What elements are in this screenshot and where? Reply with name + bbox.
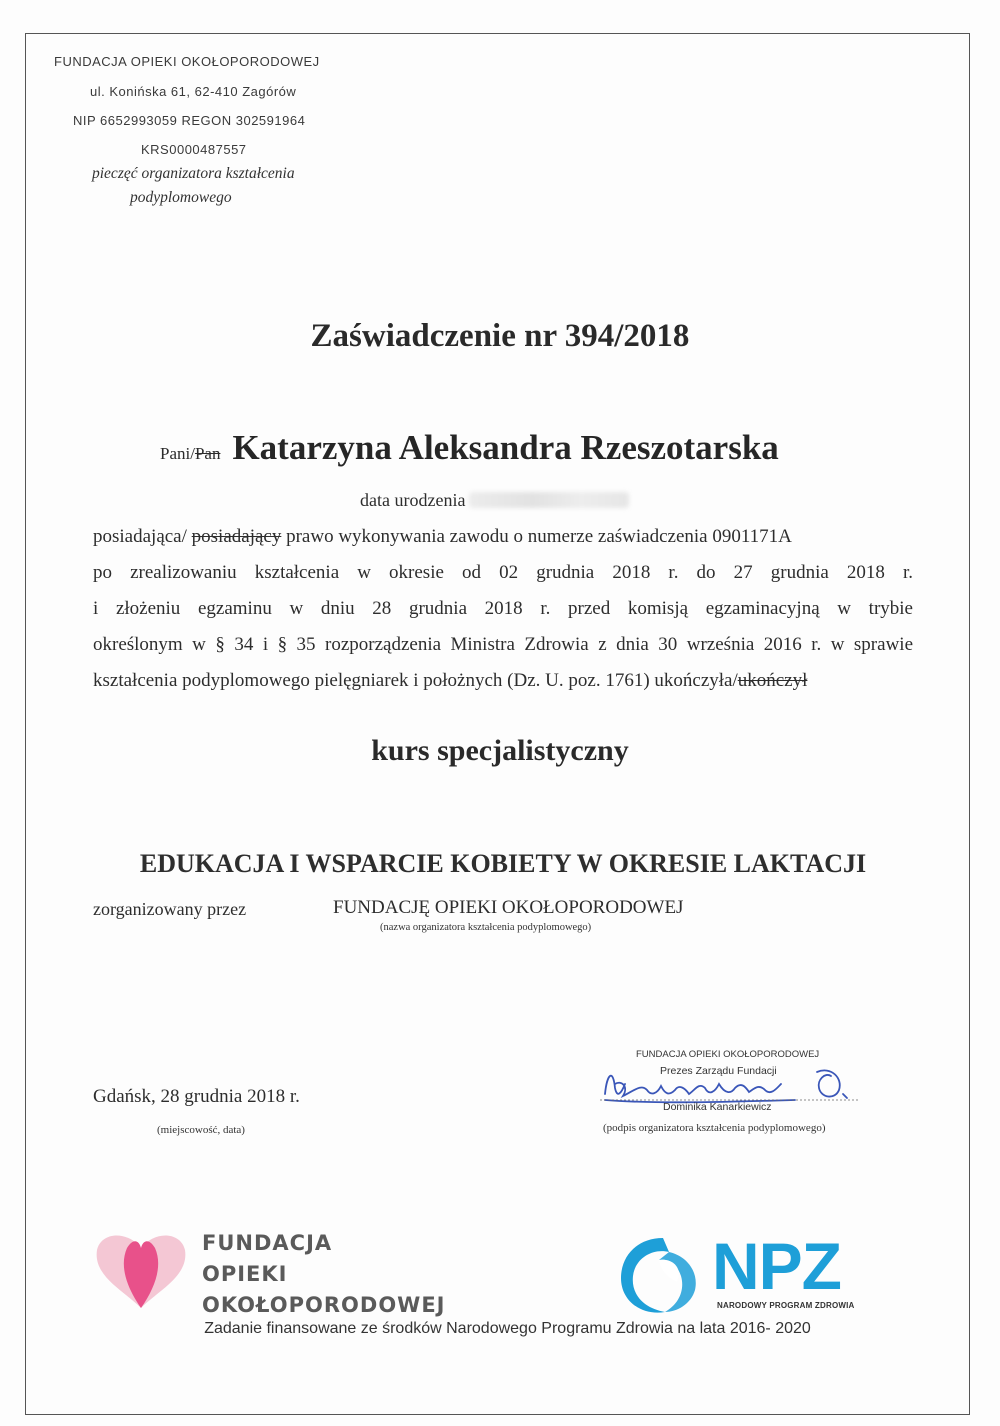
course-type: kurs specjalistyczny [371,734,629,767]
npz-swirl-icon [613,1232,713,1322]
stamp-address: ul. Konińska 61, 62-410 Zagórów [90,84,297,99]
paragraph-line-1 [93,526,913,548]
recipient-line [160,428,779,468]
stamp-nip-regon: NIP 6652993059 REGON 302591964 [73,113,306,128]
certificate-title: Zaświadczenie nr 394/2018 [310,318,690,354]
signature-caption: (podpis organizatora kształcenia podyplomowego) [603,1122,826,1134]
paragraph-line-4: określonym w § 34 i § 35 rozporządzenia Ministra Zdrowia z dnia 30 września 2016 r. w sprawie [93,634,913,655]
recipient-name: Katarzyna Aleksandra Rzeszotarska [232,428,779,467]
fundacja-logo-line1: FUNDACJA [202,1231,333,1255]
stamp-caption-line2: podyplomowego [130,189,232,206]
paragraph-l1-struck: posiadający [191,526,282,547]
place-date: Gdańsk, 28 grudnia 2018 r. [93,1086,300,1107]
fundacja-logo-text [202,1228,446,1321]
organizer-caption: (nazwa organizatora kształcenia podyplomowego) [380,922,592,933]
paragraph-line-3: i złożeniu egzaminu w dniu 28 grudnia 2018 r. przed komisją egzaminacyjną w trybie [93,598,913,619]
fundacja-logo-line3: OKOŁOPORODOWEJ [202,1293,446,1317]
birth-date-line [360,490,629,511]
stamp-org: FUNDACJA OPIEKI OKOŁOPORODOWEJ [54,54,320,69]
paragraph-l5-a: kształcenia podyplomowego pielęgniarek i położnych (Dz. U. poz. 1761) ukończyła/ [93,670,738,691]
fundacja-logo-line2: OPIEKI [202,1262,288,1286]
paragraph-l5-struck: ukończył [737,670,808,691]
paragraph-l1-b: prawo wykonywania zawodu o numerze zaświadczenia 0901171A [286,526,792,547]
paragraph-line-2: po zrealizowaniu kształcenia w okresie od 02 grudnia 2018 r. do 27 grudnia 2018 r. [93,562,913,583]
place-date-caption: (miejscowość, data) [157,1124,245,1136]
stamp-krs: KRS0000487557 [141,142,247,157]
signature-stamp-org: FUNDACJA OPIEKI OKOŁOPORODOWEJ [636,1049,820,1060]
birth-label: data urodzenia [360,490,466,510]
signature-stamp-name: Dominika Kanarkiewicz [663,1101,772,1113]
npz-logo-subtitle: NARODOWY PROGRAM ZDROWIA [717,1301,855,1310]
signature-stamp-role: Prezes Zarządu Fundacji [660,1065,777,1077]
recipient-prefix: Pani/ [160,444,195,463]
paragraph-l1-a: posiadająca/ [93,526,187,547]
npz-logo-text: NPZ [712,1229,841,1303]
funding-footer: Zadanie finansowane ze środków Narodowego Programu Zdrowia na lata 2016- 2020 [204,1320,811,1337]
redacted-birth-date [469,492,629,508]
heart-logo-icon [93,1230,189,1310]
recipient-prefix-struck: Pan [194,444,221,463]
course-name: EDUKACJA I WSPARCIE KOBIETY W OKRESIE LAKTACJI [139,849,867,878]
stamp-caption-line1: pieczęć organizatora kształcenia [92,165,295,182]
paragraph-line-5 [93,670,913,692]
organizer-name: FUNDACJĘ OPIEKI OKOŁOPORODOWEJ [333,897,684,918]
organizer-label: zorganizowany przez [93,899,247,919]
certificate-border [25,33,970,1415]
